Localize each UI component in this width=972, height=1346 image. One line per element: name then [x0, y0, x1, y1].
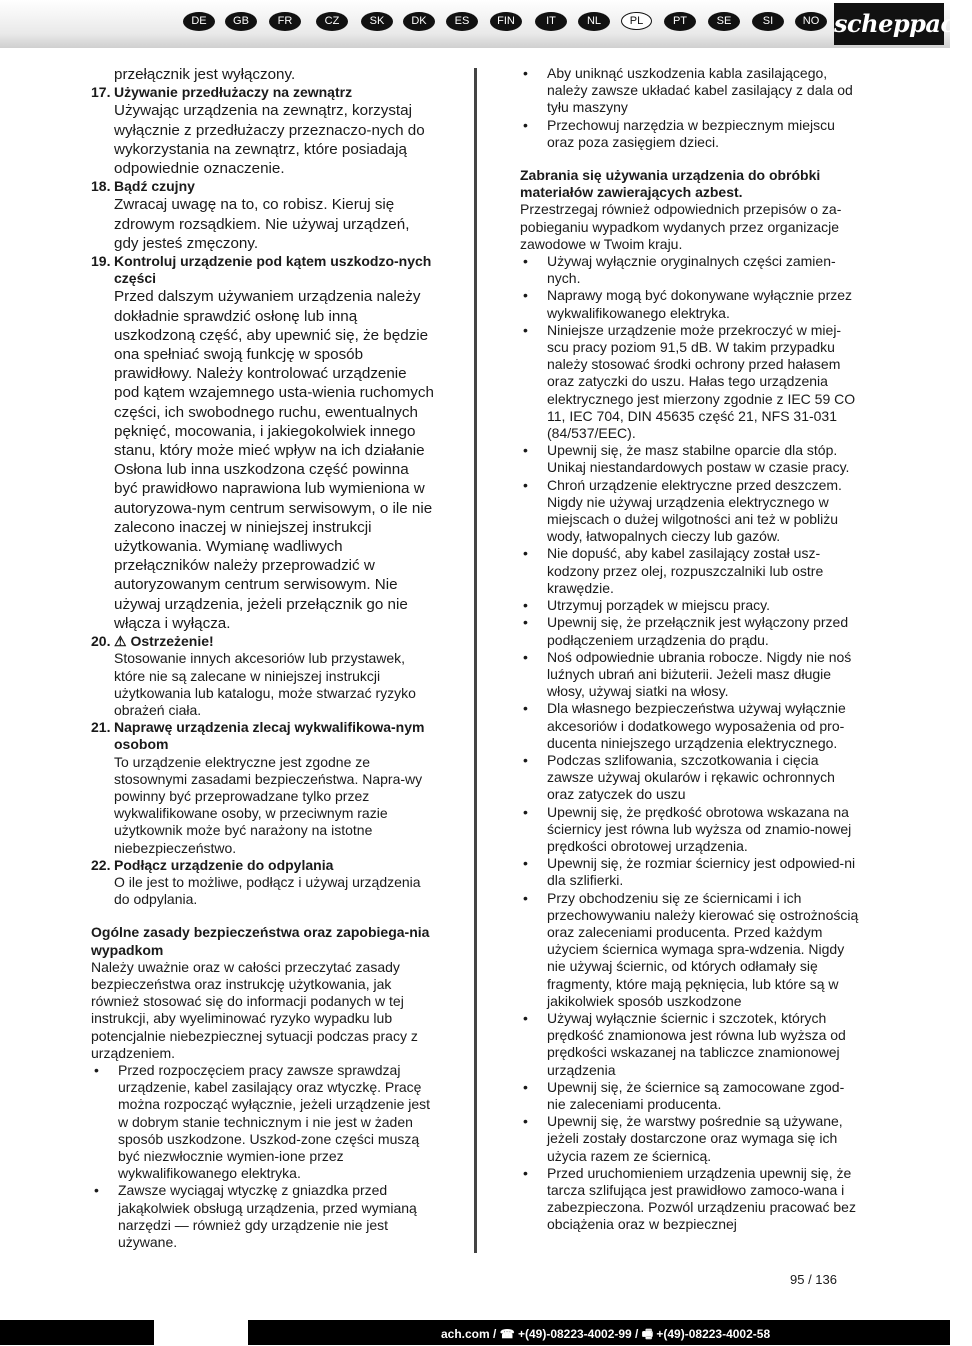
item-17: [91, 84, 436, 178]
bullet-list: [520, 253, 860, 1234]
brand-logo: scheppach: [834, 3, 944, 45]
language-tab-pt[interactable]: PT: [664, 12, 696, 31]
item-number: 20.: [91, 633, 111, 650]
bullet-item: • Niniejsze urządzenie może przekroczyć w miej-scu pracy poziom 91,5 dB. W takim przypadku należy stosować środki ochrony przed hałasem oraz zatyczki do uszu. Hałas tego urządzenia elektrycznego jest mierzony zgodnie z IEC 59 CO 11, IEC 704, DIN 45635 część 21, NFS 31-031 (84/537/EEC).: [520, 322, 860, 442]
item-number: 18.: [91, 178, 111, 195]
item-text: Stosowanie innych akcesoriów lub przystawek, które nie są zalecane w niniejszej instrukcji użytkowania lub katalogu, może stwarzać ryzyko obrażeń ciała.: [114, 650, 416, 718]
language-tab-sk[interactable]: SK: [361, 12, 393, 31]
item-number: 19.: [91, 253, 111, 270]
item-title: Kontroluj urządzenie pod kątem uszkodzo-nych części: [114, 253, 432, 287]
item-title: Bądź czujny: [114, 178, 195, 195]
bullet-item: • Używaj wyłącznie oryginalnych części zamien-nych.: [520, 253, 860, 287]
item-21: [91, 719, 436, 857]
language-tab-fr[interactable]: FR: [269, 12, 301, 31]
bullet-item: • Upewnij się, że rozmiar ściernicy jest odpowied-ni dla szlifierki.: [520, 855, 860, 889]
language-tab-si[interactable]: SI: [752, 12, 784, 31]
item-text: Przed dalszym używaniem urządzenia należy dokładnie sprawdzić osłonę lub inną uszkodzoną część, aby upewnić się, że będzie ona spełniać swoją funkcję w sposób prawidłowy. Należy kontrolować urządzenie pod kątem wzajemnego usta-wienia ruchomych części, ich swobodnego ruchu, ewentualnych pęknięć, mocowania, i jakiegokolwiek innego stanu, który może mieć wpływ na ich działanie Osłona lub inna uszkodzona część powinna być prawidłowo naprawiona lub wymieniona w autoryzowa-nym centrum serwisowym, o ile nie zalecono inaczej w niniejszej instrukcji użytkowania. Wymianę wadliwych przełączników należy przeprowadzić w autoryzowanym centrum serwisowym. Nie używaj urządzenia, jeżeli przełącznik go nie włącza i wyłącza.: [114, 288, 434, 632]
language-tab-no[interactable]: NO: [795, 12, 827, 31]
bullet-item: • Przy obchodzeniu się ze ściernicami i ich przechowywaniu należy kierować się ostrożnością oraz zaleceniami producenta. Przed każdym użyciem ściernica wymaga spra-wdzenia. Nigdy nie używaj ściernic, od których odłamały się fragmenty, które mają pęknięcia, lub które są w jakikolwiek sposób uszkodzone: [520, 890, 860, 1010]
language-tab-fin[interactable]: FIN: [490, 12, 522, 31]
bullet-item: • Podczas szlifowania, szczotkowania i cięcia zawsze używaj okularów i rękawic ochronnych oraz zatyczek do uszu: [520, 752, 860, 804]
bullet-item: • Używaj wyłącznie ściernic i szczotek, których prędkość znamionowa jest równa lub wyższa od prędkości wskazanej na tabliczce znamionowej urządzenia: [520, 1010, 860, 1079]
bullet-item: • Upewnij się, że ściernice są zamocowane zgod-nie zaleceniami producenta.: [520, 1079, 860, 1113]
language-tab-dk[interactable]: DK: [403, 12, 435, 31]
item-18: [91, 178, 436, 253]
warning-title: ⚠ Ostrzeżenie!: [114, 633, 214, 650]
item-22: [91, 857, 436, 909]
item-19: [91, 253, 436, 633]
bullet-item: • Upewnij się, że przełącznik jest wyłączony przed podłączeniem urządzenia do prądu.: [520, 614, 860, 648]
item-text: Używając urządzenia na zewnątrz, korzystaj wyłącznie z przedłużaczy przeznaczo-nych do wykorzystania na zewnątrz, które posiadają odpowiednie oznaczenie.: [114, 102, 425, 178]
bullet-item: • Zawsze wyciągaj wtyczkę z gniazdka przed jakąkolwiek obsługą urządzenia, przed wymianą narzędzi — również gdy urządzenie nie jest używane.: [91, 1182, 436, 1251]
bullet-item: • Przed uruchomieniem urządzenia upewnij się, że tarcza szlifująca jest prawidłowo zamoco-wana i zabezpieczona. Pozwól urządzeniu pracować bez obciążenia oraz w bezpiecznej: [520, 1165, 860, 1234]
continued-text: przełącznik jest wyłączony.: [114, 66, 296, 83]
bullet-item: • Naprawy mogą być dokonywane wyłącznie przez wykwalifikowanego elektryka.: [520, 287, 860, 321]
item-text: Zwracaj uwagę na to, co robisz. Kieruj się zdrowym rozsądkiem. Nie używaj urządzeń, gdy jesteś zmęczony.: [114, 196, 410, 252]
bullet-item: • Dla własnego bezpieczeństwa używaj wyłącznie akcesoriów i dodatkowego wyposażenia od pro-ducenta niniejszego urządzenia elektrycznego.: [520, 700, 860, 752]
language-tab-se[interactable]: SE: [708, 12, 740, 31]
bullet-item: • Noś odpowiednie ubrania robocze. Nigdy nie noś luźnych ubrań ani biżuterii. Jeżeli masz długie włosy, używaj siatki na włosy.: [520, 649, 860, 701]
footer-contact: ach.com / ☎ +(49)-08223-4002-99 / 🖷 +(49)-08223-4002-58: [441, 1327, 771, 1341]
language-tab-cz[interactable]: CZ: [316, 12, 348, 31]
language-tab-gb[interactable]: GB: [225, 12, 257, 31]
footer-white-box: [154, 1320, 248, 1345]
header-bar: [0, 0, 972, 48]
language-tab-pl[interactable]: PL: [621, 12, 652, 30]
language-tab-de[interactable]: DE: [183, 12, 215, 31]
item-title: Podłącz urządzenie do odpylania: [114, 856, 334, 873]
item-number: 21.: [91, 719, 111, 736]
bullet-item: • Nie dopuść, aby kabel zasilający został usz-kodzony przez olej, rozpuszczalniki lub ostre krawędzie.: [520, 545, 860, 597]
bullet-item: • Upewnij się, że warstwy pośrednie są używane, jeżeli zostały dostarczone oraz wymaga się ich użycia razem ze ściernicą.: [520, 1113, 860, 1165]
item-text: To urządzenie elektryczne jest zgodne ze stosownymi zasadami bezpieczeństwa. Napra-wy powinny być przeprowadzane tylko przez wykwalifikowane osoby, w przeciwnym razie użytkownik może być narażony na istotne niebezpieczeństwo.: [114, 753, 423, 856]
bullet-item: • Utrzymuj porządek w miejscu pracy.: [520, 597, 860, 614]
language-tab-es[interactable]: ES: [446, 12, 478, 31]
bullet-item: • Upewnij się, że masz stabilne oparcie dla stóp. Unikaj niestandardowych postaw w czasie pracy.: [520, 442, 860, 476]
bullet-item: • Przechowuj narzędzia w bezpiecznym miejscu oraz poza zasięgiem dzieci.: [520, 117, 860, 151]
item-number: 22.: [91, 856, 111, 873]
item-title: Używanie przedłużaczy na zewnątrz: [114, 84, 353, 101]
bullet-item: • Przed rozpoczęciem pracy zawsze sprawdzaj urządzenie, kabel zasilający oraz wtyczkę. Pracę można rozpocząć wyłącznie, jeżeli urządzenie jest w dobrym stanie technicznym i nie jest w żaden sposób uszkodzone. Uszkod-zone części muszą być niezwłocznie wymien-ione przez wykwalifikowanego elektryka.: [91, 1062, 436, 1182]
item-text: O ile jest to możliwe, podłącz i używaj urządzenia do odpylania.: [114, 873, 421, 908]
right-column: [520, 65, 860, 1234]
bullet-item: • Chroń urządzenie elektryczne przed deszczem. Nigdy nie używaj urządzenia elektrycznego w miejscach o dużej wilgotności ani też w pobliżu wody, łatwopalnych cieczy lub gazów.: [520, 477, 860, 546]
item-title: Naprawę urządzenia zlecaj wykwalifikowa-nym osobom: [114, 719, 425, 753]
left-column: [91, 65, 436, 1251]
page-number: 95 / 136: [790, 1272, 837, 1287]
column-divider: [474, 68, 477, 1253]
section-title: Zabrania się używania urządzenia do obróbki materiałów zawierających azbest.: [520, 167, 821, 201]
language-tab-nl[interactable]: NL: [578, 12, 610, 31]
item-20: [91, 633, 436, 719]
section-title: Ogólne zasady bezpieczeństwa oraz zapobiega-nia wypadkom: [91, 924, 430, 958]
item-number: 17.: [91, 84, 111, 101]
section-text: Należy uważnie oraz w całości przeczytać zasady bezpieczeństwa oraz instrukcję użytkowania, jak również stosować się do informacji podanych w tej instrukcji, aby wyeliminować ryzyko wypadku lub potencjalnie niebezpiecznej sytuacji podczas pracy z urządzeniem.: [91, 958, 418, 1061]
section-text: Przestrzegaj również odpowiednich przepisów o za-pobieganiu wypadkom wydanych przez organizacje zawodowe w Twoim kraju.: [520, 201, 842, 252]
bullet-item: • Aby uniknąć uszkodzenia kabla zasilającego, należy zawsze układać kabel zasilający z dala od tyłu maszyny: [520, 65, 860, 117]
language-tab-it[interactable]: IT: [535, 12, 567, 31]
bullet-item: • Upewnij się, że prędkość obrotowa wskazana na ściernicy jest równa lub wyższa od znamio-nowej prędkości obrotowej urządzenia.: [520, 804, 860, 856]
